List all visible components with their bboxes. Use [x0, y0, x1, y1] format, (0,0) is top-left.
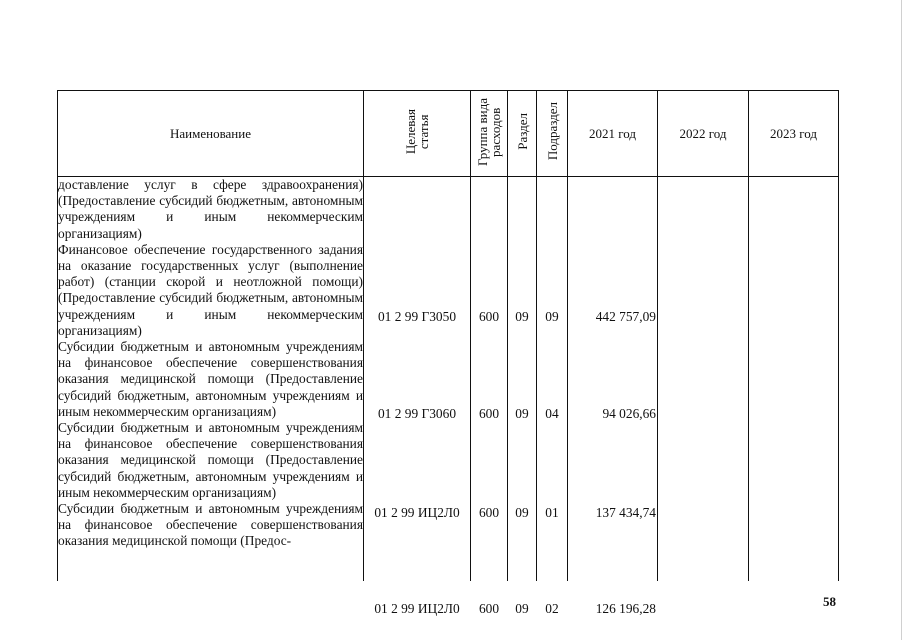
page-edge: [901, 0, 902, 640]
header-subsection: Подраздел: [537, 91, 568, 177]
year-2023-column: [749, 177, 839, 581]
row-subsection: 02: [545, 601, 559, 616]
year-2022-column: [658, 177, 749, 581]
names-column: [58, 177, 364, 581]
row-name: Субсидии бюджетным и автономным учреждениям на финансовое обеспечение совершенствования оказания медицинской помощи (Предоставление субсидий бюджетным, автономным учреждениям и иным некоммерческим организациям): [58, 420, 363, 500]
row-expense-group: 600: [478, 406, 500, 421]
row-section: 09: [515, 406, 529, 421]
row-expense-group: 600: [478, 601, 500, 616]
row-name: Субсидии бюджетным и автономным учреждениям на финансовое обеспечение совершенствования оказания медицинской помощи (Предос-: [58, 501, 363, 549]
row-target-article: 01 2 99 Г3060: [377, 406, 457, 421]
row-section: 09: [515, 505, 529, 520]
expense-group-column: [471, 177, 508, 616]
table-header-row: [58, 91, 839, 177]
row-subsection: 09: [545, 309, 559, 324]
target-article-column: [364, 177, 471, 616]
row-name: Финансовое обеспечение государственного задания на оказание государственных услуг (выполнение работ) (станции скорой и неотложной помощи) (Предоставление субсидий бюджетным, автономным учреждениям и иным некоммерческим организациям): [58, 241, 363, 338]
row-amount-2021: 94 026,66: [602, 406, 656, 421]
row-amount-2021: 442 757,09: [595, 309, 656, 324]
row-subsection: 01: [545, 505, 559, 520]
page-number: 58: [823, 594, 836, 609]
row-target-article: 01 2 99 ИЦ2Л0: [374, 601, 460, 616]
subsection-column: [537, 177, 568, 616]
section-column: [508, 177, 537, 616]
row-expense-group: 600: [478, 309, 500, 324]
row-section: 09: [515, 601, 529, 616]
row-amount-2021: 137 434,74: [595, 505, 656, 520]
header-year-2023: 2023 год: [749, 91, 839, 177]
row-target-article: 01 2 99 ИЦ2Л0: [374, 505, 460, 520]
header-section: Раздел: [508, 91, 537, 177]
row-section: 09: [515, 309, 529, 324]
header-target-article: Целевая статья: [364, 91, 471, 177]
row-amount-2021: 126 196,28: [595, 601, 656, 616]
header-year-2021: 2021 год: [568, 91, 658, 177]
row-subsection: 04: [545, 406, 559, 421]
header-expense-group: Группа вида расходов: [471, 91, 508, 177]
year-2021-column: [568, 177, 658, 616]
table-body-row: [58, 177, 839, 581]
row-expense-group: 600: [478, 505, 500, 520]
row-target-article: 01 2 99 Г3050: [377, 309, 457, 324]
row-name: Субсидии бюджетным и автономным учреждениям на финансовое обеспечение совершенствования оказания медицинской помощи (Предоставление субсидий бюджетным, автономным учреждениям и иным некоммерческим организациям): [58, 339, 363, 419]
row-name: доставление услуг в сфере здравоохранения) (Предоставление субсидий бюджетным, автономным учреждениям и иным некоммерческим организациям): [58, 177, 363, 241]
header-name: Наименование: [58, 91, 364, 177]
header-year-2022: 2022 год: [658, 91, 749, 177]
